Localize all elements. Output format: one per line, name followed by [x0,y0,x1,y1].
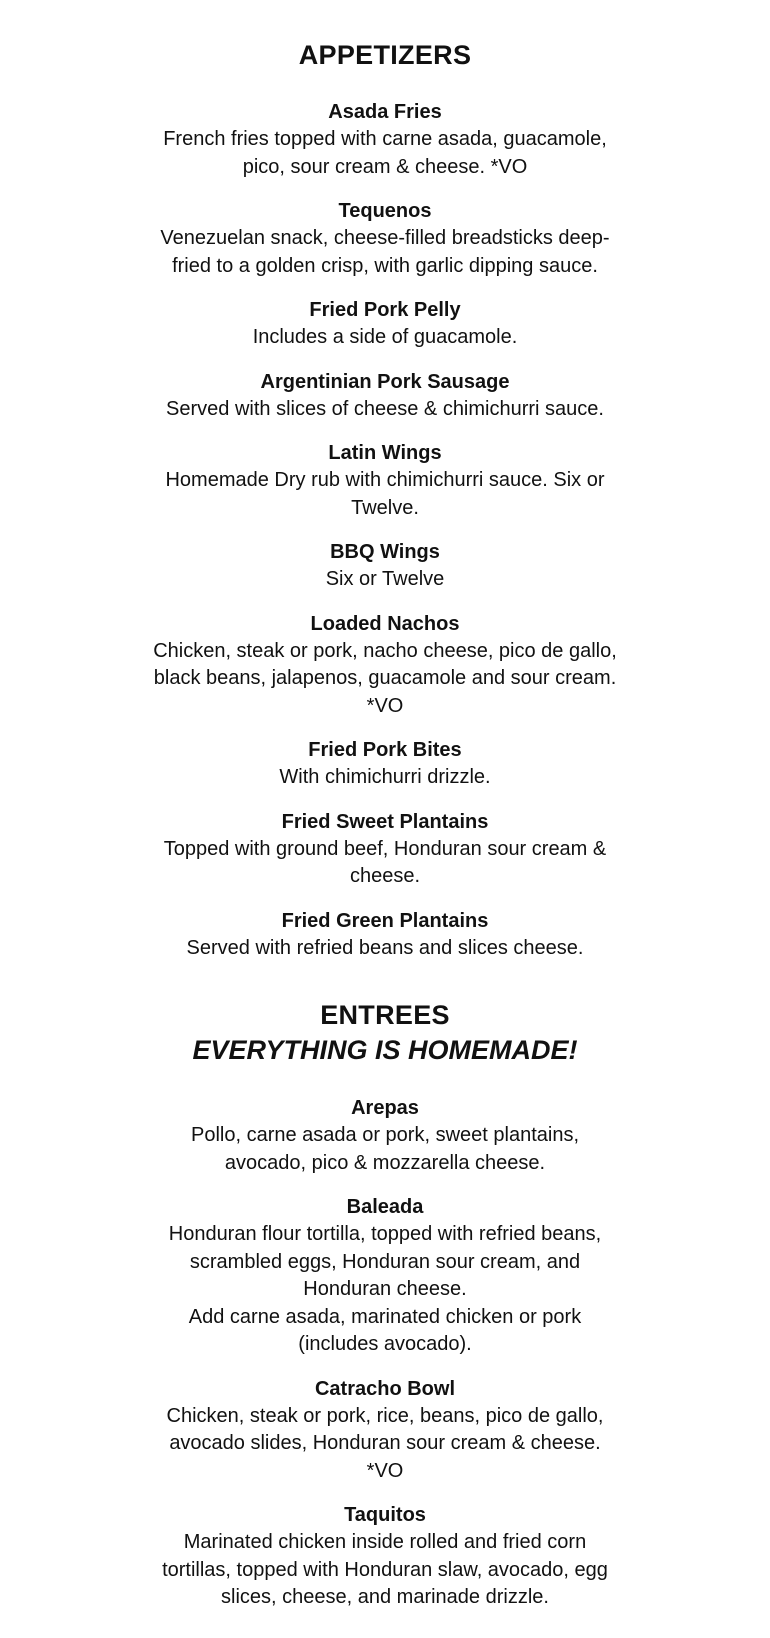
item-name: Fried Sweet Plantains [281,810,489,833]
menu-item [150,296,620,352]
item-name: Taquitos [344,1504,426,1526]
item-name: Asada Fries [328,101,442,123]
menu-item [150,907,620,963]
item-description: Served with refried beans and slices cheese. [186,936,584,959]
entrees-section [0,998,770,1612]
item-description: Topped with ground beef, Honduran sour cream & cheese. [163,837,607,887]
item-description: Chicken, steak or pork, rice, beans, pico de gallo, avocado slides, Honduran sour cream & cheese. *VO [166,1404,604,1482]
menu-item [150,808,620,891]
item-name: Fried Green Plantains [281,909,489,932]
item-description: Venezuelan snack, cheese-filled breadsticks deep-fried to a golden crisp, with garlic dipping sauce. [160,227,610,277]
entrees-subtitle: EVERYTHING IS HOMEMADE! [192,1035,578,1065]
item-name: Baleada [346,1196,424,1218]
item-description: Served with slices of cheese & chimichurri sauce. [166,397,604,420]
item-description: Pollo, carne asada or pork, sweet plantains, avocado, pico & mozzarella cheese. [191,1124,579,1174]
menu-item [150,197,620,280]
menu-item [150,368,620,424]
item-description: Marinated chicken inside rolled and fried corn tortillas, topped with Honduran slaw, avocado, egg slices, cheese, and marinade drizzle. [162,1531,608,1608]
item-name: Arepas [351,1097,419,1119]
item-name: Tequenos [338,200,432,222]
menu-item [150,1375,620,1486]
menu-item [150,1094,620,1177]
menu-item [150,439,620,522]
item-name: Argentinian Pork Sausage [260,370,510,393]
menu-item [150,98,620,181]
item-description: Includes a side of guacamole. [252,326,518,348]
menu-item [150,538,620,594]
item-name: Catracho Bowl [314,1377,456,1400]
menu-item [150,1193,620,1359]
menu-item [150,736,620,792]
item-extra-note: Add carne asada, marinated chicken or pork (includes avocado). [188,1305,582,1355]
appetizers-heading: APPETIZERS [298,40,472,70]
item-name: Fried Pork Pelly [309,299,461,321]
item-name: Fried Pork Bites [308,739,462,761]
item-name: Latin Wings [328,442,442,464]
entrees-heading: ENTREES [320,1000,450,1030]
appetizers-list [0,98,770,962]
menu-item [150,1501,620,1612]
item-description: Six or Twelve [325,568,445,590]
item-description: Chicken, steak or pork, nacho cheese, pico de gallo, black beans, jalapenos, guacamole and sour cream. *VO [153,639,617,717]
item-description: French fries topped with carne asada, guacamole, pico, sour cream & cheese. *VO [163,128,607,178]
item-name: BBQ Wings [330,541,440,563]
item-description: Honduran flour tortilla, topped with refried beans, scrambled eggs, Honduran sour cream, and Honduran cheese. [168,1223,602,1300]
menu-item [150,610,620,721]
item-description: With chimichurri drizzle. [279,766,491,788]
entrees-list [0,1094,770,1612]
item-name: Loaded Nachos [310,612,460,635]
item-description: Homemade Dry rub with chimichurri sauce. Six or Twelve. [165,469,605,519]
